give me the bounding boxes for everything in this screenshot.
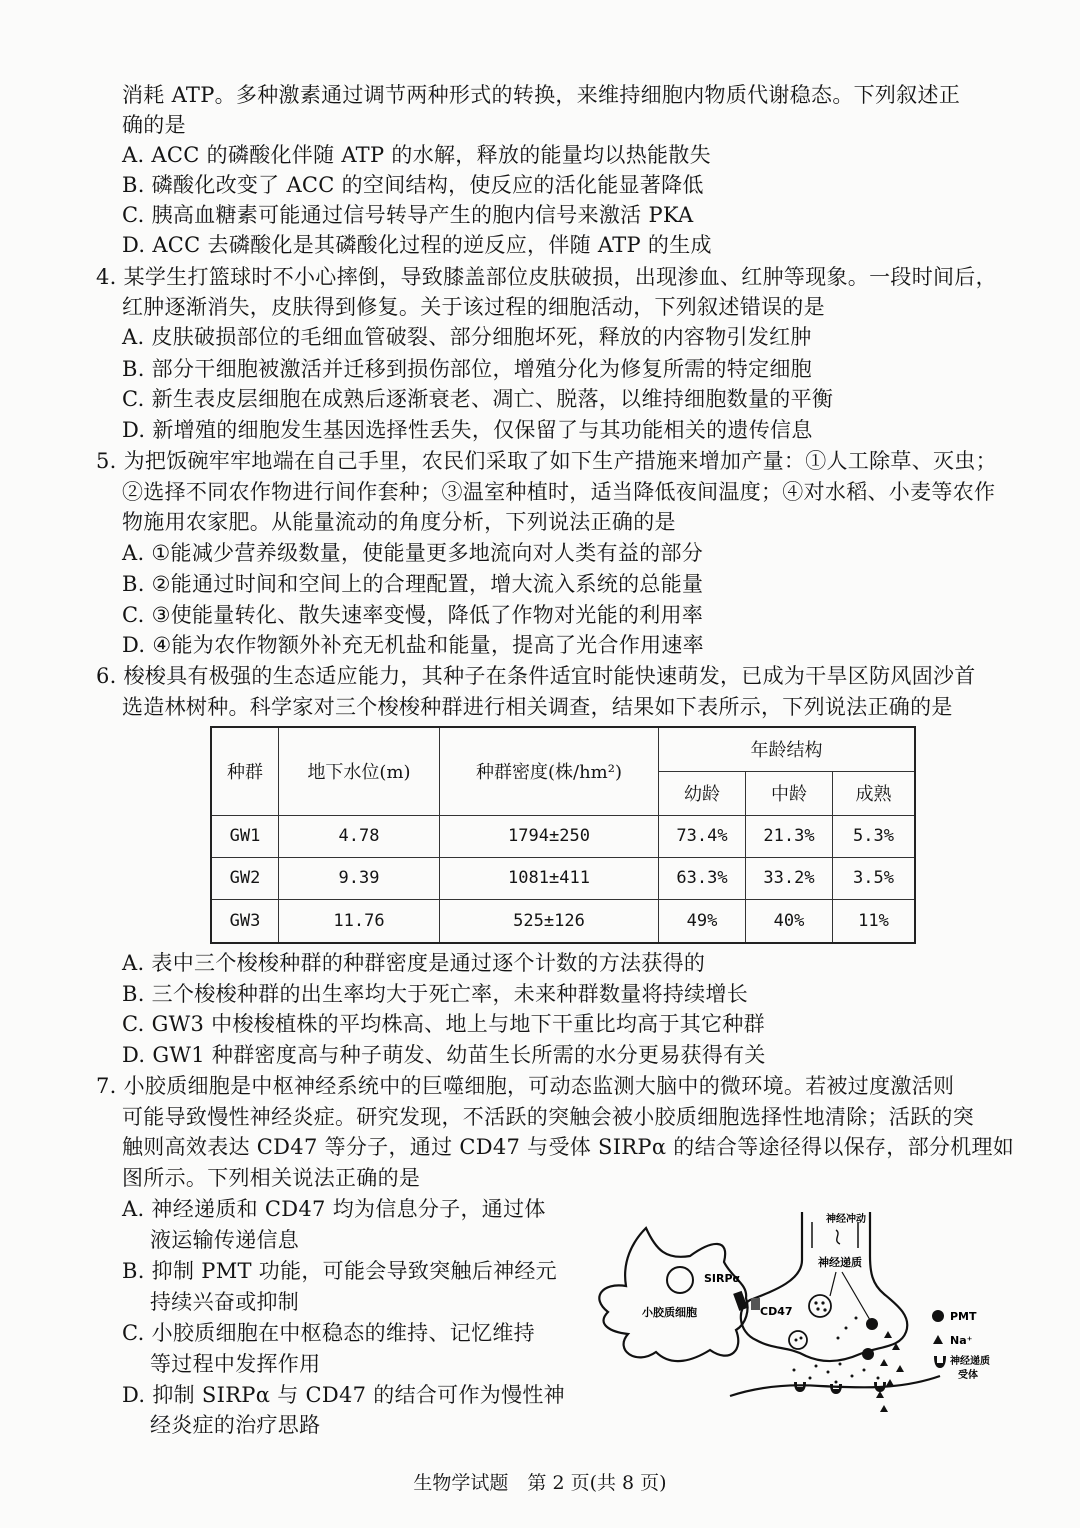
legend-na-label: Na⁺ (950, 1334, 973, 1347)
col-header-water-level: 地下水位(m) (279, 727, 440, 815)
cell-population: GW2 (211, 857, 279, 899)
q6-option-a: A. 表中三个梭梭种群的种群密度是通过逐个计数的方法获得的 (122, 951, 706, 975)
col-header-age-structure: 年龄结构 (659, 727, 916, 771)
q4-option-d: D. 新增殖的细胞发生基因选择性丢失，仅保留了与其功能相关的遗传信息 (122, 418, 813, 442)
cd47-molecule (751, 1298, 760, 1310)
page-footer: 生物学试题 第 2 页(共 8 页) (413, 1472, 667, 1494)
cell-mature: 5.3% (833, 815, 916, 857)
q4-option-c: C. 新生表皮层细胞在成熟后逐渐衰老、凋亡、脱落，以维持细胞数量的平衡 (122, 387, 834, 411)
cell-middle: 40% (746, 900, 833, 943)
q7-stem-line-1: 7. 小胶质细胞是中枢神经系统中的巨噬细胞，可动态监测大脑中的微环境。若被过度激活则 (96, 1074, 955, 1098)
synapse-microglia-figure (580, 1200, 1020, 1425)
table-row (211, 857, 915, 899)
q7-option-b-line-1: B. 抑制 PMT 功能，可能会导致突触后神经元 (122, 1259, 557, 1283)
col-header-density: 种群密度(株/hm²) (440, 727, 659, 815)
q4-option-a: A. 皮肤破损部位的毛细血管破裂、部分细胞坏死，释放的内容物引发红肿 (122, 325, 812, 349)
pmt-transporter (862, 1348, 874, 1360)
legend-na-icon (933, 1335, 943, 1344)
pmt-transporter (866, 1318, 878, 1330)
q5-option-a: A. ①能减少营养级数量，使能量更多地流向对人类有益的部分 (122, 541, 704, 565)
q5-option-d: D. ④能为农作物额外补充无机盐和能量，提高了光合作用速率 (122, 633, 704, 657)
q7-option-c-line-2: 等过程中发挥作用 (150, 1352, 321, 1376)
cell-young: 73.4% (659, 815, 746, 857)
sodium-ions (876, 1331, 904, 1412)
q3-option-c: C. 胰高血糖素可能通过信号转导产生的胞内信号来激活 PKA (122, 203, 694, 227)
q3-option-d: D. ACC 去磷酸化是其磷酸化过程的逆反应，伴随 ATP 的生成 (122, 233, 712, 257)
q5-option-c: C. ③使能量转化、散失速率变慢，降低了作物对光能的利用率 (122, 603, 704, 627)
table-row (211, 815, 915, 857)
microglia-cell (599, 1228, 747, 1361)
col-header-mature: 成熟 (833, 771, 916, 815)
microglia-nucleus (667, 1267, 693, 1293)
q5-stem-line-2: ②选择不同农作物进行间作套种；③温室种植时，适当降低夜间温度；④对水稻、小麦等农作 (122, 480, 996, 504)
legend-receptor-icon (934, 1356, 946, 1368)
cell-density: 1794±250 (440, 815, 659, 857)
q5-stem-line-1: 5. 为把饭碗牢牢地端在自己手里，农民们采取了如下生产措施来增加产量：①人工除草、灭虫； (96, 449, 997, 473)
q5-option-b: B. ②能通过时间和空间上的合理配置，增大流入系统的总能量 (122, 572, 704, 596)
q7-option-d-line-2: 经炎症的治疗思路 (150, 1413, 321, 1437)
q4-stem-line-2: 红肿逐渐消失，皮肤得到修复。关于该过程的细胞活动，下列叙述错误的是 (122, 295, 825, 319)
q7-option-a-line-2: 液运输传递信息 (150, 1228, 300, 1252)
cell-water-level: 11.76 (279, 900, 440, 943)
legend-receptor-label-2: 受体 (958, 1370, 978, 1381)
microglia-label: 小胶质细胞 (642, 1306, 697, 1319)
q7-option-a-line-1: A. 神经递质和 CD47 均为信息分子，通过体 (122, 1197, 546, 1221)
sirpa-label: SIRPα (704, 1272, 741, 1285)
q6-option-c: C. GW3 中梭梭植株的平均株高、地上与地下干重比均高于其它种群 (122, 1012, 765, 1036)
cell-mature: 3.5% (833, 857, 916, 899)
col-header-young: 幼龄 (659, 771, 746, 815)
neurotransmitter-label: 神经递质 (818, 1256, 862, 1269)
legend-receptor-label-1: 神经递质 (950, 1356, 990, 1367)
presynaptic-terminal (741, 1212, 907, 1361)
nerve-impulse-label: 神经冲动 (826, 1214, 866, 1225)
cell-middle: 21.3% (746, 815, 833, 857)
q3-stem-line-1: 消耗 ATP。多种激素通过调节两种形式的转换，来维持细胞内物质代谢稳态。下列叙述正 (122, 83, 961, 107)
synaptic-vesicle (809, 1295, 831, 1317)
cell-water-level: 4.78 (279, 815, 440, 857)
cell-mature: 11% (833, 900, 916, 943)
q7-stem-line-2: 可能导致慢性神经炎症。研究发现，不活跃的突触会被小胶质细胞选择性地清除；活跃的突 (122, 1105, 974, 1129)
q4-stem-line-1: 4. 某学生打篮球时不小心摔倒，导致膝盖部位皮肤破损，出现渗血、红肿等现象。一段时间后， (96, 265, 997, 289)
q6-option-b: B. 三个梭梭种群的出生率均大于死亡率，未来种群数量将持续增长 (122, 982, 749, 1006)
legend-pmt-icon (932, 1310, 944, 1322)
cell-population: GW3 (211, 900, 279, 943)
cell-young: 49% (659, 900, 746, 943)
table-row (211, 900, 915, 943)
cell-young: 63.3% (659, 857, 746, 899)
q3-stem-line-2: 确的是 (122, 113, 186, 137)
q6-stem-line-2: 选造林树种。科学家对三个梭梭种群进行相关调查，结果如下表所示，下列说法正确的是 (122, 695, 953, 719)
q5-stem-line-3: 物施用农家肥。从能量流动的角度分析，下列说法正确的是 (122, 510, 676, 534)
col-header-population: 种群 (211, 727, 279, 815)
q3-option-b: B. 磷酸化改变了 ACC 的空间结构，使反应的活化能显著降低 (122, 173, 704, 197)
cell-middle: 33.2% (746, 857, 833, 899)
q7-option-b-line-2: 持续兴奋或抑制 (150, 1290, 300, 1314)
population-table (210, 726, 916, 944)
q7-option-d-line-1: D. 抑制 SIRPα 与 CD47 的结合可作为慢性神 (122, 1383, 565, 1407)
cd47-label: CD47 (760, 1305, 793, 1318)
q7-stem-line-4: 图所示。下列相关说法正确的是 (122, 1166, 421, 1190)
cell-water-level: 9.39 (279, 857, 440, 899)
legend-pmt-label: PMT (950, 1310, 977, 1323)
synaptic-vesicle (789, 1331, 807, 1349)
q6-option-d: D. GW1 种群密度高与种子萌发、幼苗生长所需的水分更易获得有关 (122, 1043, 766, 1067)
cell-density: 525±126 (440, 900, 659, 943)
cell-population: GW1 (211, 815, 279, 857)
q7-stem-line-3: 触则高效表达 CD47 等分子，通过 CD47 与受体 SIRPα 的结合等途径得以保存，部分机理如 (122, 1135, 1015, 1159)
cell-density: 1081±411 (440, 857, 659, 899)
q7-option-c-line-1: C. 小胶质细胞在中枢稳态的维持、记忆维持 (122, 1321, 535, 1345)
col-header-middle: 中龄 (746, 771, 833, 815)
q6-stem-line-1: 6. 梭梭具有极强的生态适应能力，其种子在条件适宜时能快速萌发，已成为干旱区防风固沙首 (96, 664, 976, 688)
q4-option-b: B. 部分干细胞被激活并迁移到损伤部位，增殖分化为修复所需的特定细胞 (122, 357, 812, 381)
q3-option-a: A. ACC 的磷酸化伴随 ATP 的水解，释放的能量均以热能散失 (122, 143, 711, 167)
